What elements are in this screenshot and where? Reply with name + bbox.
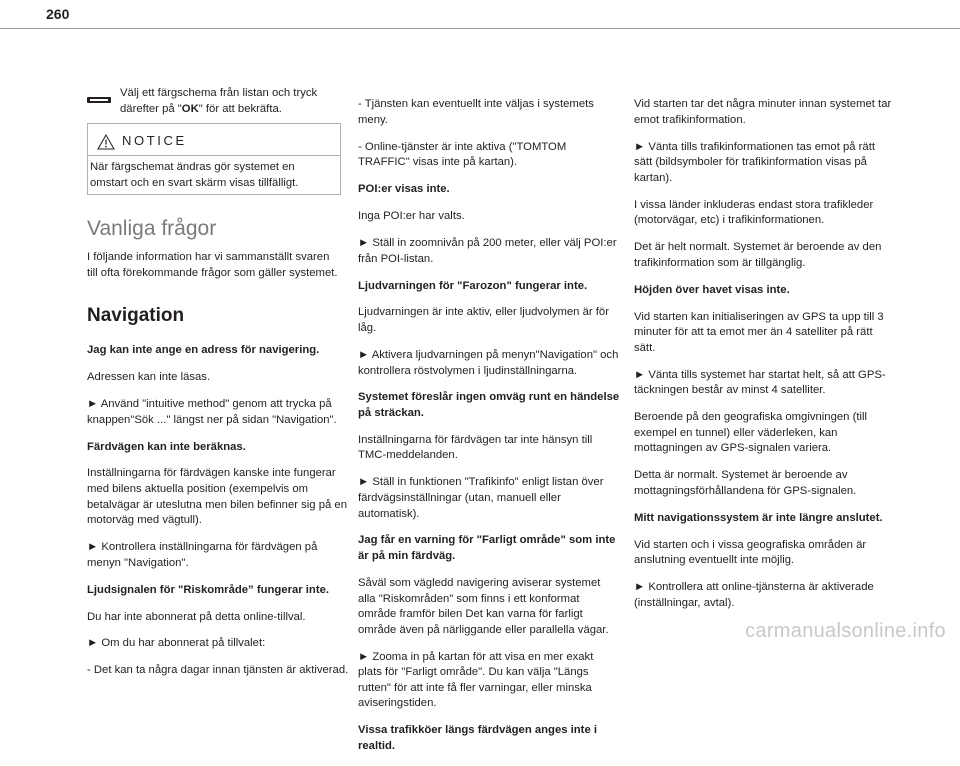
answer-text: ► Zooma in på kartan för att visa en mer exakt plats för "Farligt område". Du kan välja "Längs rutten" för att inte få fler varningar, eller minska aviseringstiden. [358,650,594,710]
navigation-faq-column-1 [87,332,349,690]
step-icon [87,97,111,103]
notice-box [87,123,341,195]
answer-text: Vid starten kan initialiseringen av GPS ta upp till 3 minuter för att ta emot mer än 4 satelliter på rätt sätt. [634,310,884,354]
answer-text: Vid starten och i vissa geografiska områden är anslutning eventuellt inte möjlig. [634,538,867,567]
faq-intro: I följande information har vi sammanställt svaren till ofta förekommande frågor som gäller systemet. [87,251,338,279]
watermark-text: carmanualsonline.info [745,620,946,642]
notice-text: När färgschemat ändras gör systemet en omstart och en svart skärm visas tillfälligt. [90,161,299,189]
question-heading: Mitt navigationssystem är inte längre anslutet. [634,511,883,524]
question-heading: Jag får en varning för "Farligt område" som inte är på min färdväg. [358,534,616,563]
step-text: Välj ett färgschema från listan och tryck därefter på "OK" för att bekräfta. [120,87,318,115]
answer-text: - Tjänsten kan eventuellt inte väljas i systemets meny. [358,98,594,126]
navigation-faq-column-3 [634,86,894,623]
notice-rule [88,155,340,156]
faq-heading: Vanliga frågor [87,217,217,240]
question-heading: POI:er visas inte. [358,183,450,196]
notice-title: NOTICE [122,133,187,148]
warning-triangle-icon [97,134,115,150]
answer-text: ► Aktivera ljudvarningen på menyn"Navigation" och kontrollera röstvolymen i ljudinställningarna. [358,348,619,377]
answer-text: Adressen kan inte läsas. [87,371,211,384]
answer-text: - Det kan ta några dagar innan tjänsten är aktiverad. [87,664,349,677]
answer-text: Vid starten tar det några minuter innan systemet tar emot trafikinformation. [634,98,892,126]
answer-text: ► Ställ in funktionen "Trafikinfo" enligt listan över färdvägsinställningar (utan, manuell eller automatisk). [358,476,604,520]
answer-text: ► Använd "intuitive method" genom att trycka på knappen"Sök ..." längst ner på sidan "Navigation". [87,398,337,426]
answer-text: Inställningarna för färdvägen kanske inte fungerar med bilens aktuella position (exempelvis om betalvägar är uteslutna men bilen befinner sig på en motorväg med vägtull). [87,467,347,527]
answer-text: ► Vänta tills systemet har startat helt, så att GPS-täckningen består av minst 4 satelliter. [634,368,886,397]
answer-text: ► Ställ in zoomnivån på 200 meter, eller välj POI:er från POI-listan. [358,237,617,265]
question-heading: Systemet föreslår ingen omväg runt en händelse på sträckan. [358,391,620,419]
answer-text: Inställningarna för färdvägen tar inte hänsyn till TMC-meddelanden. [358,433,593,462]
answer-text: ► Om du har abonnerat på tillvalet: [87,637,266,650]
question-heading: Ljudsignalen för "Riskområde” fungerar inte. [87,583,330,596]
navigation-faq-column-2 [358,86,620,766]
question-heading: Färdvägen kan inte beräknas. [87,440,246,453]
answer-text: Detta är normalt. Systemet är beroende av mottagningsförhållandena för GPS-signalen. [634,469,857,497]
question-heading: Vissa trafikköer längs färdvägen anges inte i realtid. [358,724,598,752]
top-rule [0,28,960,29]
answer-text: Beroende på den geografiska omgivningen (till exempel en tunnel) eller väderleken, kan mottagningen av GPS-signalen variera. [634,411,867,455]
answer-text: Såväl som vägledd navigering aviserar systemet alla "Riskområden" som finns i ett konformat område framför bilen Det kan varna för farligt område även på närliggande eller parallella vägar. [358,576,609,636]
question-heading: Ljudvarningen för "Farozon" fungerar inte. [358,279,588,292]
answer-text: ► Kontrollera inställningarna för färdvägen på menyn "Navigation". [87,541,318,569]
navigation-heading: Navigation [87,305,185,326]
answer-text: I vissa länder inkluderas endast stora trafikleder (motorvägar, etc) i trafikinformationen. [634,198,874,227]
question-heading: Höjden över havet visas inte. [634,283,790,296]
answer-text: ► Vänta tills trafikinformationen tas emot på rätt sätt (bildsymboler för trafikinformation visas på kartan). [634,140,875,184]
answer-text: - Online-tjänster är inte aktiva ("TOMTOM TRAFFIC" visas inte på kartan). [358,140,567,169]
answer-text: Du har inte abonnerat på detta online-tillval. [87,610,306,623]
question-heading: Jag kan inte ange en adress för navigering. [87,344,320,357]
answer-text: Ljudvarningen är inte aktiv, eller ljudvolymen är för låg. [358,306,609,335]
page-number: 260 [46,6,70,22]
answer-text: Det är helt normalt. Systemet är beroende av den trafikinformation som är tillgänglig. [634,241,882,269]
answer-text: Inga POI:er har valts. [358,210,465,223]
answer-text: ► Kontrollera att online-tjänsterna är aktiverade (inställningar, avtal). [634,581,874,609]
